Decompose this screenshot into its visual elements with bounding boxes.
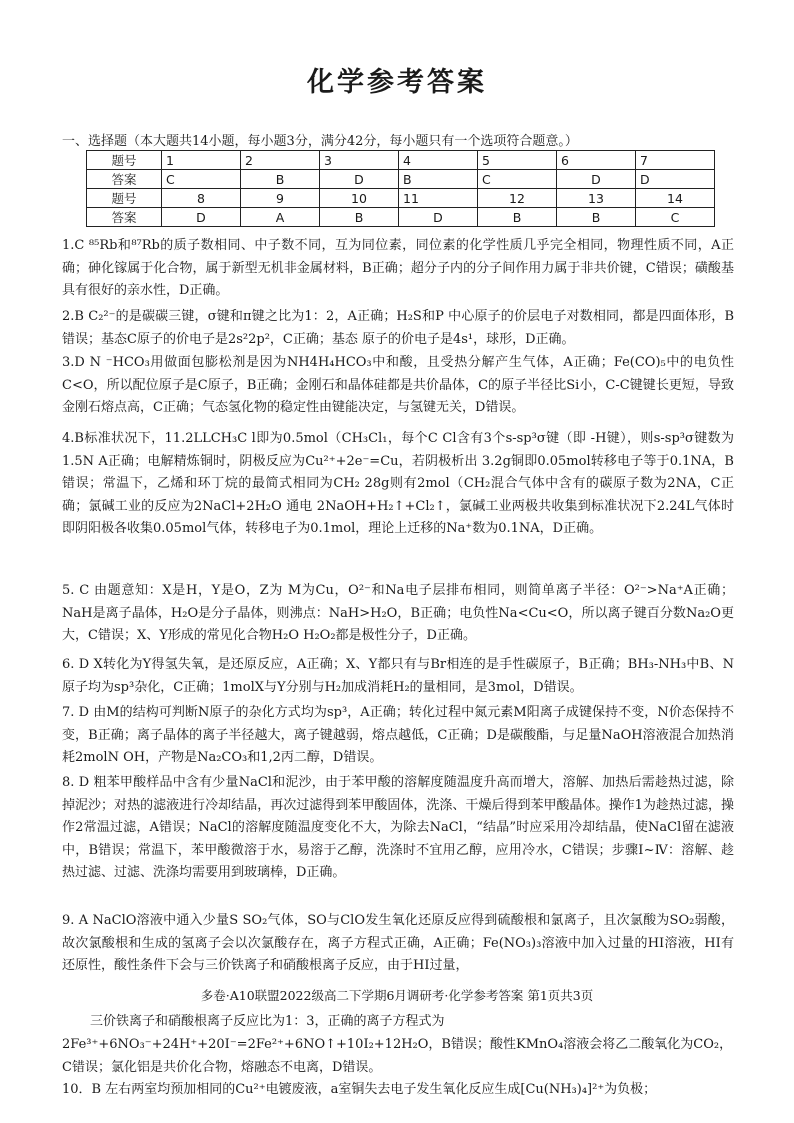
explanation-7: 7. D 由M的结构可判断N原子的杂化方式均为sp³，A正确；转化过程中氮元素M阳离子成键保持不变，N价态保持不变，B正确；离子晶体的离子半径越大，离子键越弱，熔点越低，C正确；D是碳酸酯，与足量NaOH溶液混合加热消耗2molN OH，产物是Na₂CO₃和1,2丙二醇，D错误。 — [62, 705, 734, 765]
table-cell: C — [636, 208, 715, 227]
table-cell: 5 — [478, 151, 557, 170]
table-cell: D — [399, 208, 478, 227]
table-cell: 4 — [399, 151, 478, 170]
table-cell: D — [320, 170, 399, 189]
table-cell: 11 — [399, 189, 478, 208]
table-header-cell: 答案 — [87, 208, 162, 227]
table-cell: B — [399, 170, 478, 189]
table-cell: A — [241, 208, 320, 227]
page-footer: 多卷·A10联盟2022级高二下学期6月调研考·化学参考答案 第1页共3页 — [200, 988, 594, 1003]
table-cell: 2 — [241, 151, 320, 170]
table-cell: B — [320, 208, 399, 227]
table-cell: 13 — [557, 189, 636, 208]
table-cell: C — [162, 170, 241, 189]
explanation-8: 8. D 粗苯甲酸样品中含有少量NaCl和泥沙，由于苯甲酸的溶解度随温度升高而增大，溶解、加热后需趁热过滤，除掉泥沙；对热的滤液进行冷却结晶，再次过滤得到苯甲酸固体，洗涤、干燥后得到苯甲酸晶体。操作1为趁热过滤，操作2常温过滤，A错误；NaCl的溶解度随温度变化不大，为除去NaCl，“结晶”时应采用冷却结晶，使NaCl留在滤液中，B错误；常温下，苯甲酸微溶于水，易溶于乙醇，洗涤时不宜用乙醇，应用冷水，C错误；步骤Ⅰ~Ⅳ：溶解、趁热过滤、过滤、洗涤均需要用到玻璃棒，D正确。 — [62, 775, 734, 880]
table-cell: C — [478, 170, 557, 189]
table-cell: 10 — [320, 189, 399, 208]
table-cell: B — [478, 208, 557, 227]
explanation-6: 6. D X转化为Y得氢失氧，是还原反应，A正确；X、Y都只有与Br相连的是手性碳原子，B正确；BH₃-NH₃中B、N原子均为sp³杂化，C正确；1molX与Y分别与H₂加成消耗H₂的量相同，是3mol，D错误。 — [62, 657, 734, 695]
table-cell: D — [636, 170, 715, 189]
table-cell: 3 — [320, 151, 399, 170]
table-row — [87, 208, 715, 227]
explanation-2: 2.B C₂²⁻的是碳碳三键，σ键和π键之比为1：2，A正确；H₂S和P 中心原子的价层电子对数相同，都是四面体形，B错误；基态C原子的价电子是2s²2p²，C正确；基态 原子的价电子是4s¹，球形，D正确。 — [62, 309, 734, 347]
table-row — [87, 189, 715, 208]
section-heading: 一、选择题（本大题共14小题，每小题3分，满分42分，每小题只有一个选项符合题意。） — [62, 134, 578, 149]
table-row — [87, 151, 715, 170]
explanation-10: 10．B 左右两室均预加相同的Cu²⁺电镀废液，a室铜失去电子发生氧化反应生成[Cu(NH₃)₄]²⁺为负极； — [62, 1082, 657, 1097]
table-header-cell: 题号 — [87, 189, 162, 208]
explanation-4: 4.B标准状况下，11.2LLCH₃C l即为0.5mol（CH₃Cl₁，每个C Cl含有3个s-sp³σ键（即 -H键），则s-sp³σ键数为1.5N A正确；电解精炼铜时，阴极反应为Cu²⁺+2e⁻=Cu，若阴极析出 3.2g铜即0.05mol转移电子等于0.1NA，B错误；常温下，乙烯和环丁烷的最简式相同为CH₂ 28g则有2mol（CH₂混合气体中含有的碳原子数为2NA，C正确；氯碱工业的反应为2NaCl+2H₂O 通电 2NaOH+H₂↑+Cl₂↑，氯碱工业两极共收集到标准状况下2.24L气体时即阴阳极各收集0.05mol气体，转移电子为0.1mol，理论上迁移的Na⁺数为0.1NA，D正确。 — [62, 431, 734, 536]
table-cell: B — [557, 208, 636, 227]
continuation-paragraph: 三价铁离子和硝酸根离子反应比为1：3，正确的离子方程式为2Fe³⁺+6NO₃⁻+24H⁺+20I⁻=2Fe²⁺+6NO↑+10I₂+12H₂O，B错误；酸性KMnO₄溶液会将乙二酸氧化为CO₂，C错误；氯化铝是共价化合物，熔融态不电离，D错误。 — [62, 1014, 733, 1075]
table-cell: 7 — [636, 151, 715, 170]
explanation-1: 1.C ⁸⁵Rb和⁸⁷Rb的质子数相同、中子数不同，互为同位素，同位素的化学性质几乎完全相同，物理性质不同，A正确；砷化镓属于化合物，属于新型无机非金属材料，B正确；超分子内的分子间作用力属于非共价键，C错误；磺酸基具有很好的亲水性，D正确。 — [62, 238, 734, 298]
table-cell: D — [557, 170, 636, 189]
explanation-5: 5. C 由题意知：X是H，Y是O，Z为 M为Cu，O²⁻和Na电子层排布相同，则简单离子半径：O²⁻>Na⁺A正确；NaH是离子晶体，H₂O是分子晶体，则沸点：NaH>H₂O，B正确；电负性Na<Cu<O，所以离子键百分数Na₂O更大，C错误；X、Y形成的常见化合物H₂O H₂O₂都是极性分子，D正确。 — [62, 583, 734, 643]
table-cell: D — [162, 208, 241, 227]
answer-table — [86, 150, 715, 227]
table-header-cell: 题号 — [87, 151, 162, 170]
page-title: 化学参考答案 — [307, 67, 487, 98]
table-header-cell: 答案 — [87, 170, 162, 189]
explanation-3: 3.D N ⁻HCO₃用做面包膨松剂是因为NH4H₄HCO₃中和酸，且受热分解产生气体，A正确；Fe(CO)₅中的电负性C<O，所以配位原子是C原子，B正确；金刚石和晶体硅都是共价晶体，C的原子半径比Si小，C-C键键长更短，导致金刚石熔点高，C正确；气态氢化物的稳定性由键能决定，与氢键无关，D错误。 — [62, 355, 734, 415]
table-cell: B — [241, 170, 320, 189]
explanation-9: 9. A NaClO溶液中通入少量S SO₂气体，SO与ClO发生氧化还原反应得到硫酸根和氯离子，且次氯酸为SO₂弱酸，故次氯酸根和生成的氢离子会以次氯酸存在，离子方程式正确，A正确；Fe(NO₃)₃溶液中加入过量的HI溶液，HI有还原性，酸性条件下会与三价铁离子和硝酸根离子反应，由于HI过量， — [62, 913, 734, 973]
table-cell: 14 — [636, 189, 715, 208]
table-cell: 9 — [241, 189, 320, 208]
table-cell: 8 — [162, 189, 241, 208]
table-cell: 6 — [557, 151, 636, 170]
table-cell: 12 — [478, 189, 557, 208]
table-row — [87, 170, 715, 189]
table-cell: 1 — [162, 151, 241, 170]
